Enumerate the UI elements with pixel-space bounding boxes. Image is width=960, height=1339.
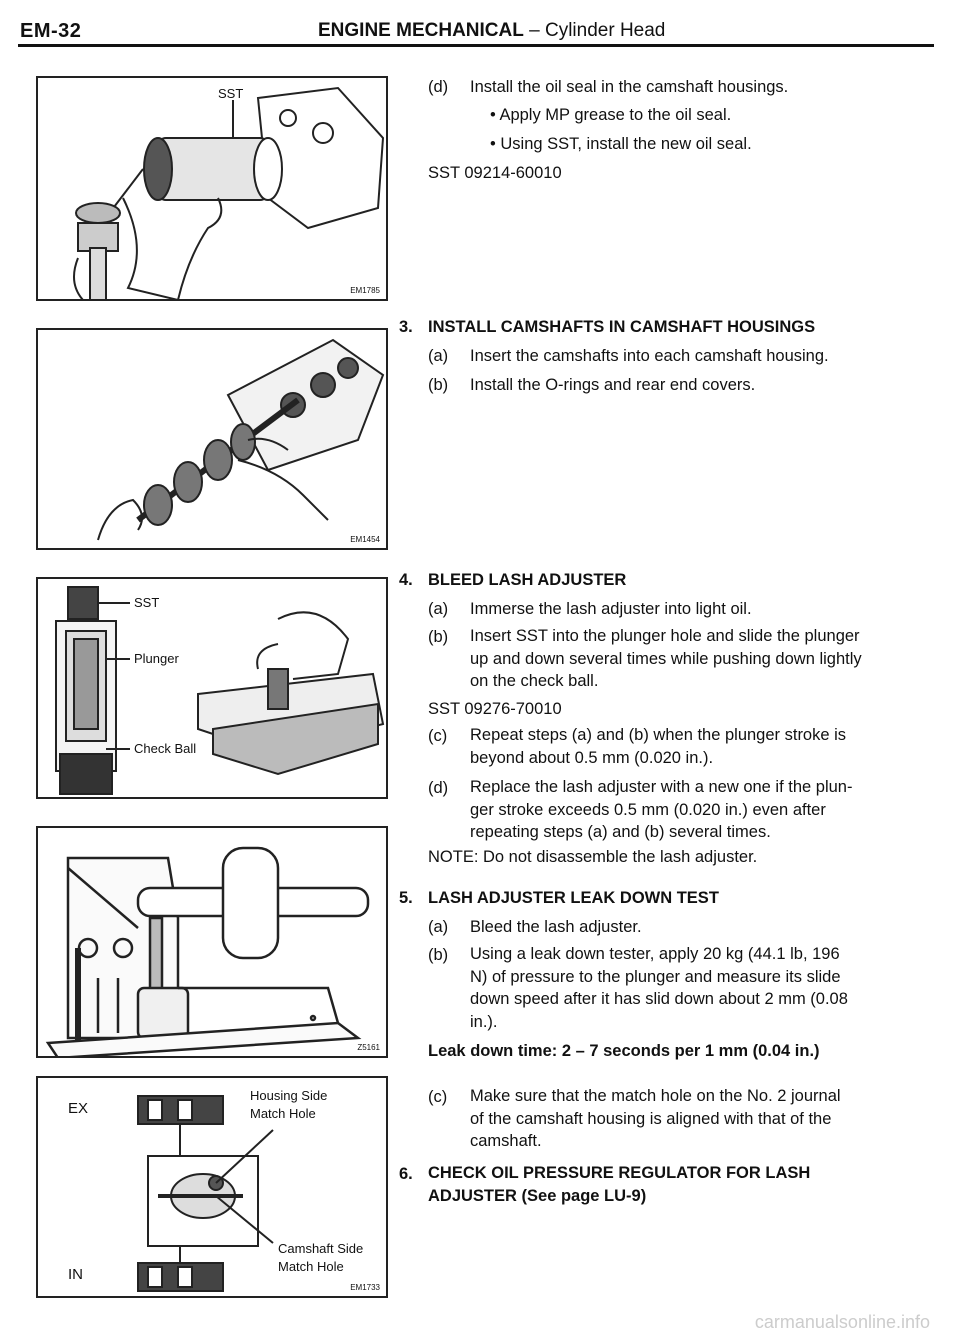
figure-2-code: EM1454 <box>350 535 380 544</box>
step-3b-letter: (b) <box>428 376 449 394</box>
step-4b-line-1: Insert SST into the plunger hole and slide the plunger <box>470 627 860 645</box>
step-5b-line-4: in.). <box>470 1012 498 1031</box>
step-5b-text <box>470 943 848 1033</box>
step-d-letter: (d) <box>428 78 449 96</box>
watermark: carmanualsonline.info <box>754 1312 930 1332</box>
section-title <box>318 20 665 42</box>
step-d-text: Install the oil seal in the camshaft housings. <box>470 78 789 96</box>
step-5a-letter: (a) <box>428 918 449 936</box>
section-4-title: BLEED LASH ADJUSTER <box>428 571 627 589</box>
oil-seal-install-illustration <box>38 78 388 301</box>
step-4d-letter: (d) <box>428 779 449 797</box>
figure-camshaft-insert <box>36 328 388 550</box>
step-4d-line-3: repeating steps (a) and (b) several times. <box>470 823 771 841</box>
step-5b-line-3: down speed after it has slid down about 2 mm (0.08 <box>470 990 848 1008</box>
step-4b-line-3: on the check ball. <box>470 672 599 690</box>
step-5c-line-3: camshaft. <box>470 1132 542 1150</box>
figure-5-code: EM1733 <box>350 1283 380 1292</box>
page-number: EM-32 <box>20 20 82 42</box>
section-3-number: 3. <box>399 318 413 336</box>
sst-number-1: SST 09214-60010 <box>428 164 562 182</box>
figure-leak-down-tester <box>36 826 388 1058</box>
step-4c-letter: (c) <box>428 727 448 745</box>
step-5c-text <box>470 1085 841 1153</box>
step-4d-line-2: ger stroke exceeds 0.5 mm (0.020 in.) even after <box>470 800 826 819</box>
bullet-using-sst: • Using SST, install the new oil seal. <box>490 135 752 153</box>
sst-number-2: SST 09276-70010 <box>428 700 562 718</box>
section-3-title: INSTALL CAMSHAFTS IN CAMSHAFT HOUSINGS <box>428 318 816 336</box>
figure-5-ex-label: EX <box>68 1100 89 1117</box>
step-5b-line-2: N) of pressure to the plunger and measure its slide <box>470 967 841 986</box>
bullet-apply-grease: • Apply MP grease to the oil seal. <box>490 106 732 124</box>
step-4d-line-1: Replace the lash adjuster with a new one if the plun- <box>470 778 853 796</box>
figure-5-camshaft-label-1: Camshaft Side <box>278 1241 364 1256</box>
note-text: NOTE: Do not disassemble the lash adjuster. <box>428 848 758 866</box>
figure-1-code: EM1785 <box>350 286 380 295</box>
step-4c-line-2: beyond about 0.5 mm (0.020 in.). <box>470 748 714 767</box>
step-5a-text: Bleed the lash adjuster. <box>470 918 642 936</box>
step-5b-letter: (b) <box>428 946 449 964</box>
leak-down-tester-illustration <box>38 828 388 1058</box>
figure-3-sst-label: SST <box>134 595 160 610</box>
step-4b-text <box>470 625 862 693</box>
step-4c-line-1: Repeat steps (a) and (b) when the plunger stroke is <box>470 726 847 744</box>
step-4b-line-2: up and down several times while pushing down lightly <box>470 649 862 668</box>
step-5b-line-1: Using a leak down tester, apply 20 kg (44.1 lb, 196 <box>470 945 840 963</box>
figure-4-code: Z5161 <box>357 1043 380 1052</box>
section-5-title: LASH ADJUSTER LEAK DOWN TEST <box>428 889 719 907</box>
figure-1-sst-label: SST <box>218 86 244 101</box>
step-5c-line-2: of the camshaft housing is aligned with that of the <box>470 1109 832 1128</box>
step-4c-text <box>470 724 846 769</box>
section-6-number: 6. <box>399 1165 413 1183</box>
section-6-title-line-2: ADJUSTER (See page LU-9) <box>428 1186 647 1205</box>
section-title-rest: – Cylinder Head <box>523 20 666 41</box>
section-5-number: 5. <box>399 889 413 907</box>
figure-5-in-label: IN <box>68 1266 83 1283</box>
step-3b-text: Install the O-rings and rear end covers. <box>470 376 756 394</box>
figure-5-housing-label-1: Housing Side <box>250 1088 328 1103</box>
figure-3-plunger-label: Plunger <box>134 651 179 666</box>
step-3a-letter: (a) <box>428 347 449 365</box>
step-3a-text: Insert the camshafts into each camshaft housing. <box>470 347 829 365</box>
step-4b-letter: (b) <box>428 628 449 646</box>
figure-3-check-ball-label: Check Ball <box>134 741 197 756</box>
section-title-bold: ENGINE MECHANICAL <box>318 20 524 41</box>
figure-5-camshaft-label-2: Match Hole <box>278 1259 344 1274</box>
step-5c-line-1: Make sure that the match hole on the No. 2 journal <box>470 1087 841 1105</box>
camshaft-insert-illustration <box>38 330 388 550</box>
step-4a-letter: (a) <box>428 600 449 618</box>
header-rule <box>18 44 934 47</box>
figure-5-housing-label-2: Match Hole <box>250 1106 316 1121</box>
section-6-title <box>428 1162 810 1207</box>
figure-oil-seal-install <box>36 76 388 301</box>
figure-bleed-lash-adjuster <box>36 577 388 799</box>
leak-down-spec: Leak down time: 2 – 7 seconds per 1 mm (0.04 in.) <box>428 1042 820 1060</box>
step-4a-text: Immerse the lash adjuster into light oil. <box>470 600 752 618</box>
step-4d-text <box>470 776 852 844</box>
figure-match-holes <box>36 1076 388 1298</box>
step-5c-letter: (c) <box>428 1088 448 1106</box>
section-4-number: 4. <box>399 571 413 589</box>
section-6-title-line-1: CHECK OIL PRESSURE REGULATOR FOR LASH <box>428 1164 811 1182</box>
lash-adjuster-illustration <box>38 579 388 799</box>
